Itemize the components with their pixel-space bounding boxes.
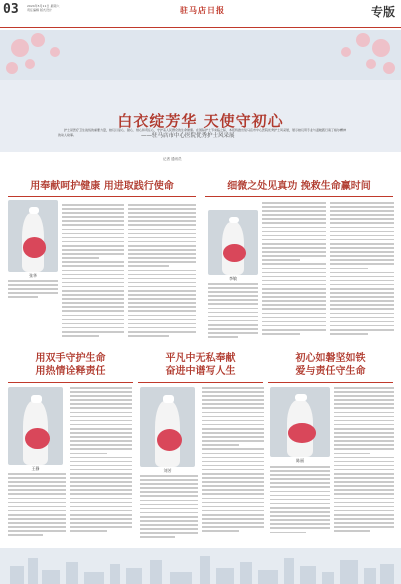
article-body-1b (62, 204, 124, 344)
flower-decoration-right-icon (321, 30, 401, 100)
headline-line: 平凡中无私奉献 (165, 353, 236, 364)
newspaper-logo: 驻马店日报 (180, 5, 225, 15)
headline-line: 用双手守护生命 (35, 353, 106, 364)
nurse-photo-5 (270, 387, 330, 457)
section-tag: 专版 (370, 5, 395, 19)
photo-caption-1: 张华 (29, 273, 37, 278)
headline-line: 细微之处见真功 挽救生命赢时间 (227, 181, 371, 192)
article-headline-5 (268, 352, 393, 378)
byline: 记者 通讯员 (163, 157, 182, 161)
photo-caption-3: 王静 (31, 466, 40, 471)
article-body-5b (334, 387, 394, 543)
article-body-1a (8, 280, 58, 310)
headline-line: 用奉献呵护健康 用进取践行使命 (30, 181, 174, 192)
banner-subtitle: ——驻马店市中心医院优秀护士风采展 (141, 133, 235, 139)
photo-caption-4: 刘芳 (163, 468, 172, 473)
article-headline-3 (8, 352, 133, 378)
headline-line: 奋进中谱写人生 (165, 366, 236, 377)
nurse-photo-3 (8, 387, 63, 465)
page-number: 03 (3, 2, 19, 17)
intro-paragraph: 护士是医疗卫生战线的重要力量，她们以爱心、耐心、细心和责任心，守护着人民群众的生命健康。在国际护士节来临之际，本报特推出驻马店市中心医院优秀护士风采展，展示她们用专业与温暖践行南丁格尔精神的动人故事。 (58, 128, 347, 137)
header-date: 2024年5月11日 星期六 (27, 4, 60, 8)
headline-underline-5 (268, 382, 393, 383)
headline-underline-3 (8, 382, 133, 383)
header-meta (27, 4, 59, 12)
page-header (0, 0, 401, 30)
article-body-4b (202, 387, 264, 543)
article-headline-4 (138, 352, 263, 378)
footer-skyline (0, 548, 401, 584)
headline-underline-1 (8, 196, 196, 197)
photo-caption-5: 陈丽 (296, 458, 304, 463)
headline-underline-2 (205, 196, 393, 197)
article-body-3b (70, 387, 132, 543)
article-body-1c (128, 204, 196, 344)
nurse-photo-4 (140, 387, 195, 467)
headline-line: 爱与责任守生命 (295, 366, 366, 377)
header-editors: 责任编辑 版式设计 (27, 8, 52, 12)
article-body-2a (208, 283, 258, 343)
headline-line: 用热情诠释责任 (35, 366, 106, 377)
flower-decoration-icon (0, 30, 80, 100)
header-divider (0, 27, 401, 28)
article-body-3a (8, 473, 66, 543)
article-body-2c (330, 202, 394, 344)
headline-underline-4 (138, 382, 263, 383)
article-body-5a (270, 466, 330, 543)
article-body-4a (140, 475, 198, 543)
article-body-2b (262, 202, 326, 344)
article-headline-1 (8, 180, 196, 193)
banner-title: 白衣绽芳华 天使守初心 (117, 112, 284, 130)
nurse-photo-1 (8, 200, 58, 272)
photo-caption-2: 李敏 (229, 276, 237, 281)
headline-line: 初心如磐坚如铁 (295, 353, 366, 364)
article-headline-2 (205, 180, 393, 193)
nurse-photo-2 (208, 210, 258, 275)
